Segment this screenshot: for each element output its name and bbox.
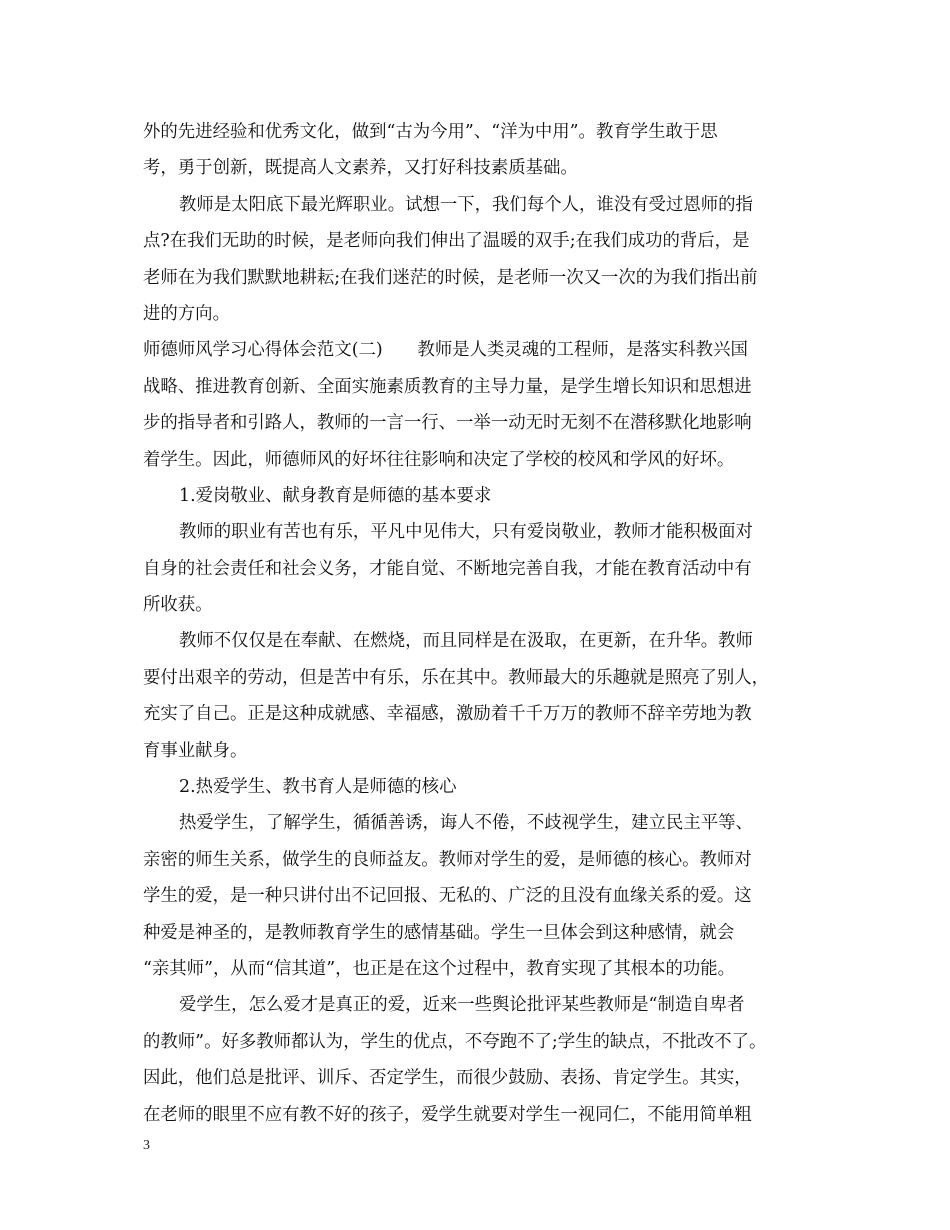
page-number: 3 [143, 1138, 150, 1153]
text-line: 战略、推进教育创新、全面实施素质教育的主导力量，是学生增长知识和思想进 [143, 376, 752, 397]
text-line: 所收获。 [143, 595, 213, 616]
text-line: 教师是太阳底下最光辉职业。试想一下，我们每个人，谁没有受过恩师的指 [179, 194, 753, 215]
text-line: 老师在为我们默默地耕耘;在我们迷茫的时候，是老师一次又一次的为我们指出前 [143, 267, 758, 288]
text-line: 在老师的眼里不应有教不好的孩子，爱学生就要对学生一视同仁，不能用简单粗 [143, 1104, 752, 1125]
text-line: 热爱学生，了解学生，循循善诱，诲人不倦，不歧视学生，建立民主平等、 [179, 813, 753, 834]
section-title-line: 师德师风学习心得体会范文(二) 教师是人类灵魂的工程师，是落实科教兴国 [143, 340, 748, 361]
text-line: 要付出艰辛的劳动，但是苦中有乐，乐在其中。教师最大的乐趣就是照亮了别人， [143, 667, 770, 688]
text-line: 进的方向。 [143, 303, 230, 324]
text-line: 因此，他们总是批评、训斥、否定学生，而很少鼓励、表扬、肯定学生。其实， [143, 1068, 752, 1089]
heading-1: 1.爱岗敬业、献身教育是师德的基本要求 [179, 485, 492, 506]
text-line: 种爱是神圣的，是教师教育学生的感情基础。学生一旦体会到这种感情，就会 [143, 922, 735, 943]
heading-2: 2.热爱学生、教书育人是师德的核心 [179, 777, 457, 798]
body-text [143, 114, 823, 1133]
text-line: 爱学生，怎么爱才是真正的爱，近来一些舆论批评某些教师是“制造自卑者 [179, 995, 745, 1016]
text-line: 亲密的师生关系，做学生的良师益友。教师对学生的爱，是师德的核心。教师对 [143, 849, 752, 870]
text-line: 点?在我们无助的时候，是老师向我们伸出了温暖的双手;在我们成功的背后，是 [143, 231, 750, 252]
text-line: 考，勇于创新，既提高人文素养，又打好科技素质基础。 [143, 158, 578, 179]
text-line: 着学生。因此，师德师风的好坏往往影响和决定了学校的校风和学风的好坏。 [143, 449, 735, 470]
text-line: 的教师”。好多教师都认为，学生的优点，不夸跑不了;学生的缺点，不批改不了。 [143, 1031, 767, 1052]
text-line: 充实了自己。正是这种成就感、幸福感，激励着千千万万的教师不辞辛劳地为教 [143, 704, 752, 725]
text-line: 教师不仅仅是在奉献、在燃烧，而且同样是在汲取，在更新，在升华。教师 [179, 631, 753, 652]
text-line: 步的指导者和引路人，教师的一言一行、一举一动无时无刻不在潜移默化地影响 [143, 413, 752, 434]
text-line: 学生的爱，是一种只讲付出不记回报、无私的、广泛的且没有血缘关系的爱。这 [143, 886, 752, 907]
text-line: 教师的职业有苦也有乐，平凡中见伟大，只有爱岗敬业，教师才能积极面对 [179, 522, 753, 543]
text-line: “亲其师”，从而“信其道”，也正是在这个过程中，教育实现了其根本的功能。 [143, 958, 736, 979]
text-line: 自身的社会责任和社会义务，才能自觉、不断地完善自我，才能在教育活动中有 [143, 558, 752, 579]
text-line: 外的先进经验和优秀文化，做到“古为今用”、“洋为中用”。教育学生敢于思 [143, 122, 718, 142]
text-line: 育事业献身。 [143, 740, 248, 761]
